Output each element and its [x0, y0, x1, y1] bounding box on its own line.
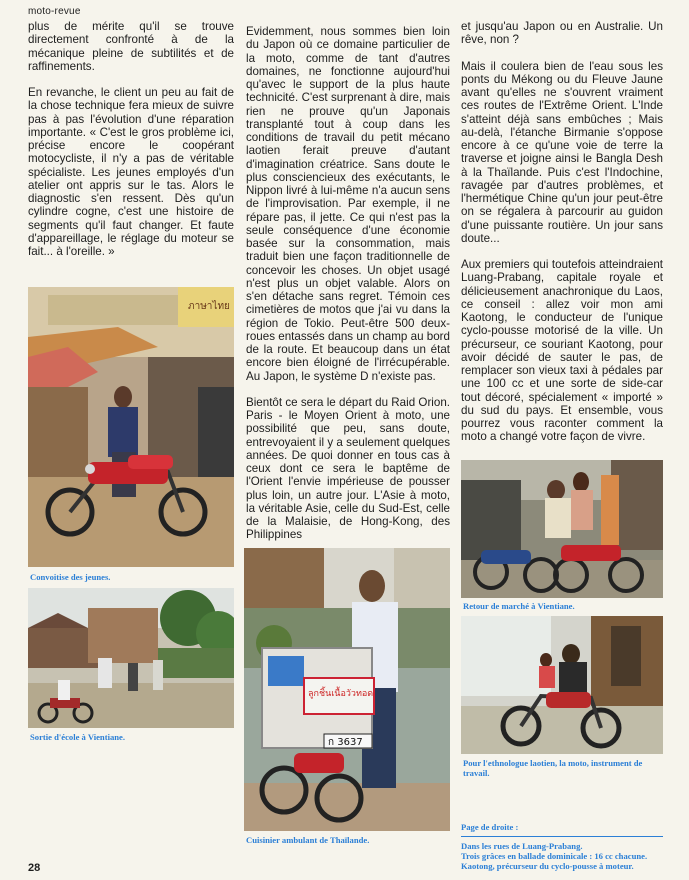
text-column-2: [246, 25, 450, 555]
paragraph: En revanche, le client un peu au fait de la chose technique fera mieux de suivre pas à pas l'évolution d'une réparation importante. « C'est le gros problème ici, précise encore le coopérant motocycliste, il n'y a pas de véritable spécialiste. Les jeunes employés d'un atelier ont appris sur le tas. Alors le diagnostic s'en ressent. Dès qu'un cylindre cogne, c'est une histoire de segments qu'il faut changer. Et faute d'appareillage, le réglage du moteur se fait... à l'oreille. »: [28, 86, 234, 258]
right-page-captions: [461, 822, 663, 871]
photo-market-motorcycle: [28, 287, 234, 567]
caption-photo-4: Retour de marché à Vientiane.: [463, 601, 575, 611]
paragraph: Evidemment, nous sommes bien loin du Japon où ce domaine particulier de la moto, comme de tant d'autres domaines, ne fonctionne aujourd'hui qu'avec le support de la plus haute technicité. C'est surprenant à dire, mais rien ne prouve qu'un Japonais transplanté tout à coup dans les conditions de travail du petit mécano laotien ferait preuve d'autant d'imagination créatrice. Sans doute le plus consciencieux des exécutants, le Nippon livré à lui-même n'a aucun sens de l'improvisation. Par exemple, il ne répare pas, il jette. Ce qui n'est pas la seule conséquence d'une économie basée sur la consommation, mais traduit bien une façon traditionnelle de concevoir les choses. Un objet usagé n'est plus un objet valable. Alors on s'en détache sans regret. Témoin ces cimetières de motos que j'ai vu dans la région de Tokio. Peut-être 500 deux-roues entassés dans un champ au bord de la route. Et beaucoup dans un état encore bien éloigné de l'irrécupérable. Au Japon, le système D n'existe pas.: [246, 25, 450, 383]
paragraph: et jusqu'au Japon ou en Australie. Un rêve, non ?: [461, 20, 663, 47]
caption-photo-2: Sortie d'école à Vientiane.: [30, 732, 125, 742]
cart-sign-text: ลูกชิ้นเนื้อวัวทอด: [308, 689, 374, 699]
right-page-title: Page de droite :: [461, 822, 519, 832]
right-page-caption-line: Trois grâces en ballade dominicale : 16 cc chacune.: [461, 851, 648, 861]
license-plate-text: ก 3637: [328, 737, 363, 748]
text-column-3: [461, 20, 663, 457]
paragraph: plus de mérite qu'il se trouve directement confronté à de la mécanique pleine de subtilités et de raffinements.: [28, 20, 234, 73]
photo-street-cook: [244, 548, 450, 831]
text-column-1: [28, 20, 234, 271]
shop-sign-text: ภาษาไทย: [188, 301, 230, 312]
photo-ethnologist-motorcycle: [461, 616, 663, 754]
paragraph: Bientôt ce sera le départ du Raid Orion. Paris - le Moyen Orient à moto, une possibilité que peu, sans doute, entrevoyaient il y a seulement quelques années. De quoi donner en tous cas à ceux dont ce sera le baptême de l'Orient l'envie impérieuse de pousser plus loin, un autre jour. L'Asie à moto, la véritable Asie, celle du Sud-Est, celle de la Malaisie, de Hong-Kong, des Philippines: [246, 395, 450, 542]
paragraph: Mais il coulera bien de l'eau sous les ponts du Mékong ou du Fleuve Jaune avant qu'elles ne s'ouvrent vraiment ces routes de l'Extrême Orient. L'Inde s'atteint déjà sans embûches ; Mais au-delà, l'étanche Birmanie s'oppose encore à ce qu'une voie de terre la traverse et joigne ainsi le Bangla Desh à la Thaïlande. Puis c'est l'Indochine, ravagée par d'autres problèmes, et l'hermétique Chine qu'un jour peut-être on se régalera à parcourir au guidon d'une puissante routière. Un jour sans doute...: [461, 59, 663, 245]
caption-photo-3: Cuisinier ambulant de Thaïlande.: [246, 835, 370, 845]
right-page-caption-line: Dans les rues de Luang-Prabang.: [461, 841, 583, 851]
caption-photo-5: Pour l'ethnologue laotien, la moto, instrument de travail.: [463, 758, 643, 778]
divider: [461, 836, 663, 837]
caption-photo-1: Convoitise des jeunes.: [30, 572, 111, 582]
photo-school-exit: [28, 588, 234, 728]
photo-market-return: [461, 460, 663, 598]
page-number: 28: [28, 862, 41, 874]
right-page-caption-line: Kaotong, précurseur du cyclo-pousse à moteur.: [461, 861, 634, 871]
running-header: moto-revue: [28, 6, 81, 17]
paragraph: Aux premiers qui toutefois atteindraient Luang-Prabang, capitale royale et délicieusement anachronique du Laos, ce conseil : allez voir mon ami Kaotong, le conducteur de l'unique cyclo-pousse motorisé de la ville. Un précurseur, ce souriant Kaotong, pour avoir décidé de sauter le pas, de remplacer son vieux taxi à pédales par une 100 cc et une sorte de side-car tout décoré, spécialement « importé » du sud du pays. Et ensemble, vous pourrez vous raconter comment la moto a changé votre façon de vivre.: [461, 258, 663, 444]
